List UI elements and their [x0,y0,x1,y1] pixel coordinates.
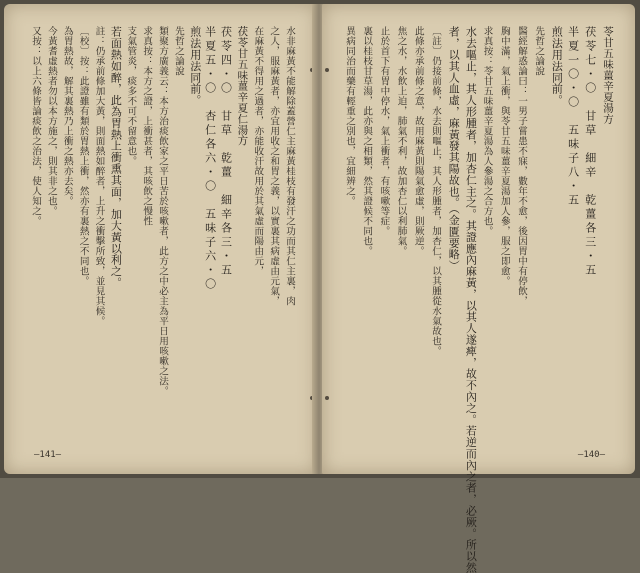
text-column: 先哲之論說 [172,26,184,76]
binding-hole [325,68,329,72]
text-column: 煎法用法同前。 [550,26,564,106]
text-column: 此條亦承前條之意，故用麻黃則陽氣愈虛，則厥逆。 [412,26,424,256]
text-column: 止於首下有胃中停水，氣上衝者，有咳嗽等症。 [378,26,390,236]
text-column: 茯苓七・〇 甘草 細辛 乾薑各三・五 [583,26,597,278]
text-column: 者，以其人血虛，麻黃發其陽故也。（金匱要略） [447,26,461,272]
text-column: 水非麻黃不能解除蓋營仁主麻黃桂枝有發汗之功而其仁主裏，肉 [284,26,295,306]
page-number-right: —140— [577,450,605,460]
text-column: 支氣管炎，痰多不可不留意也。 [125,26,137,166]
text-column: 異病同治而藥有輕重之別也，宜細辨之。 [344,26,355,206]
text-column: 半夏五・〇 杏仁各六・〇 五味子六・〇 [203,26,217,292]
text-column: 為胃熱故，解其裏熱乃上衝之熱亦去矣。 [61,26,73,206]
text-column: 註：仍承前條加大黃，則面熱如醉者，上升之衝擊所致，並見其候。 [93,26,105,326]
text-column: 煎法用法同前。 [188,26,202,106]
text-column: 先哲之論說 [533,26,545,76]
text-column: 苓甘五味薑辛夏湯方 [602,26,614,125]
text-column: 在麻黃不得用之過者，亦能收汗故用於其氣虛而陽由元， [252,26,264,276]
binding-hole [325,396,329,400]
text-column: 茯苓甘五味薑辛夏仁湯方 [236,26,249,146]
text-column: 裏以桂枝甘草湯，此亦與之相類，然其證候不同也。 [361,26,373,256]
text-column: 求真按：苓甘五味薑辛夏湯為人參湯之合方也。 [481,26,493,236]
text-column: 焦之水，水飲上迫，肺氣不利，故加杏仁以利肺氣。 [395,26,407,256]
page-number-left: —141— [34,450,62,460]
text-column: 胸中滿，氣上衝，與苓甘五味薑辛夏湯加人參，服之即愈。 [498,26,510,286]
text-column: 半夏一〇・〇 五味子八・五 [566,26,580,208]
right-page [322,4,635,573]
text-column: 今黃耆虛熱者勿以本方施之，則其非之也。 [45,26,57,216]
text-column: 〔校〕按：此證雖有類於胃熱上衝，然亦有裏熱之不同也。 [77,26,89,286]
text-column: 若面熱如醉，此為胃熱上衝熏其面，加大黃以利之。 [109,26,123,289]
left-page [4,4,317,474]
text-column: 茯苓四・〇 甘草 乾薑 細辛各三・五 [219,26,233,278]
text-column: 又按：以上六條皆論痰飲之治法，使人知之。 [30,26,41,226]
text-column: 醫經解惑論曰：一男子嘗患不寐，數年不愈，後因胃中有停飲， [516,26,527,306]
text-column: 之人，服麻黃者，亦宜用收之和胃之義，以實裏其病虛由元氣， [268,26,280,306]
text-column: 類聚方廣義云：本方治痰飲家之平日苦於咳嗽者，此方之中必主為平日用咳嗽之法。 [157,26,168,396]
text-column: 求真按：本方之證，上衝甚者，其咳飲之慢性 [141,26,153,226]
text-column: 水去嘔止，其人形腫者，加杏仁主之。其證應內麻黃，以其人遂痺，故不內之。若逆而內之者，必厥。所以然 [464,26,478,573]
text-column: 〔註〕仍接前條，水去則嘔止，其人形腫者，加杏仁，以其腫從水氣故也。 [430,26,441,356]
